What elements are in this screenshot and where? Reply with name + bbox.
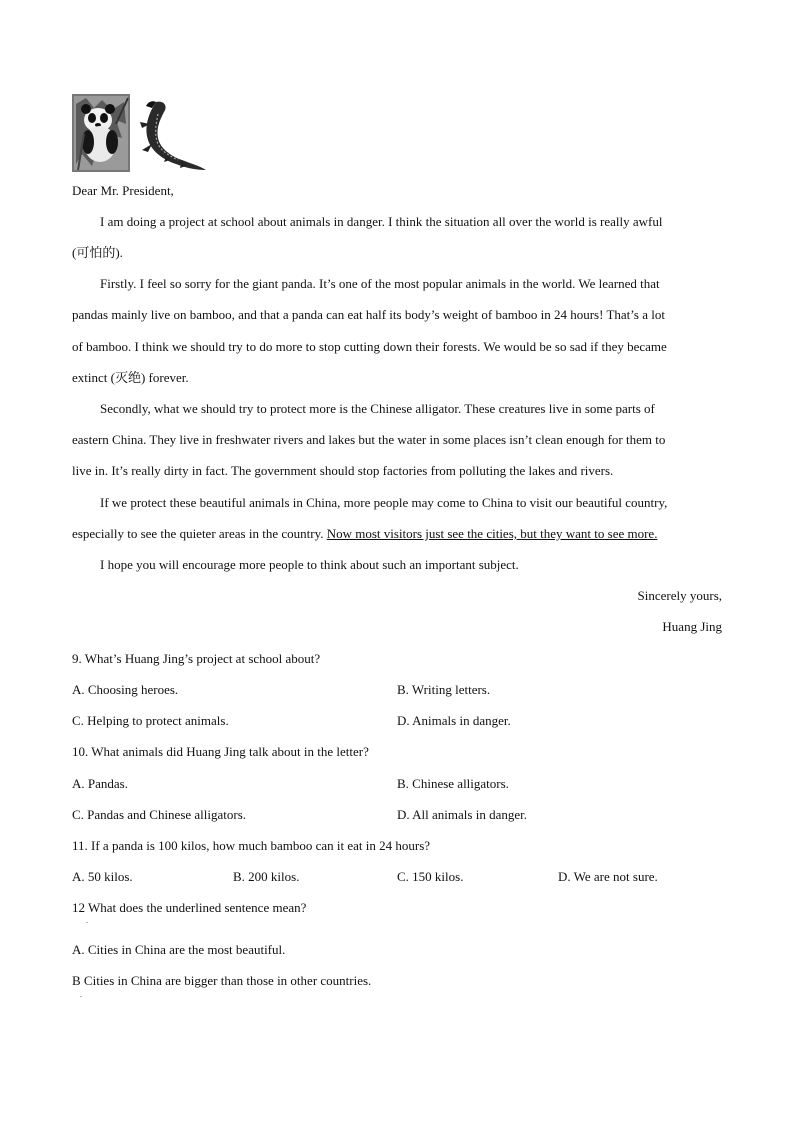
letter-signature: Huang Jing <box>662 619 722 634</box>
paragraph-1-line-2: (可怕的). <box>72 245 123 260</box>
paragraph-3-line-1: Secondly, what we should try to protect more is the Chinese alligator. These creatures live in some parts of <box>100 401 655 416</box>
question-9-stem: 9. What’s Huang Jing’s project at school about? <box>72 651 321 666</box>
question-9-option-d: D. Animals in danger. <box>397 713 511 728</box>
paragraph-1-line-1: I am doing a project at school about animals in danger. I think the situation all over the world is really awful <box>100 214 663 229</box>
question-11-option-d: D. We are not sure. <box>558 869 658 884</box>
question-11-stem: 11. If a panda is 100 kilos, how much bamboo can it eat in 24 hours? <box>72 838 431 853</box>
question-10-option-c: C. Pandas and Chinese alligators. <box>72 807 247 822</box>
question-11-option-c: C. 150 kilos. <box>397 869 464 884</box>
animal-illustrations <box>72 94 212 174</box>
paragraph-2-line-1: Firstly. I feel so sorry for the giant panda. It’s one of the most popular animals in the world. We learned that <box>100 276 660 291</box>
question-12-option-a: A. Cities in China are the most beautiful. <box>72 942 286 957</box>
question-10-option-d: D. All animals in danger. <box>397 807 527 822</box>
question-9-option-c: C. Helping to protect animals. <box>72 713 229 728</box>
letter-greeting: Dear Mr. President, <box>72 183 174 198</box>
paragraph-2-line-3: of bamboo. I think we should try to do more to stop cutting down their forests. We would be so sad if they became <box>72 339 667 354</box>
question-10-option-a: A. Pandas. <box>72 776 128 791</box>
paragraph-4-line-1: If we protect these beautiful animals in China, more people may come to China to visit our beautiful country, <box>100 495 668 510</box>
paragraph-2-line-2: pandas mainly live on bamboo, and that a panda can eat half its body’s weight of bamboo in 24 hours! That’s a lot <box>72 307 665 322</box>
paragraph-5-line-1: I hope you will encourage more people to think about such an important subject. <box>100 557 519 572</box>
question-12-option-b: B Cities in China are bigger than those in other countries. <box>72 973 372 988</box>
stray-dot-mark: . <box>80 990 82 999</box>
paragraph-3-line-2: eastern China. They live in freshwater rivers and lakes but the water in some places isn’t clean enough for them to <box>72 432 666 447</box>
question-11-option-a: A. 50 kilos. <box>72 869 133 884</box>
panda-icon <box>72 94 130 172</box>
underlined-sentence: Now most visitors just see the cities, but they want to see more. <box>326 526 658 541</box>
question-9-option-a: A. Choosing heroes. <box>72 682 179 697</box>
question-11-option-b: B. 200 kilos. <box>233 869 300 884</box>
paragraph-4-text: especially to see the quieter areas in the country. <box>72 526 327 541</box>
alligator-icon <box>140 101 206 170</box>
question-10-option-b: B. Chinese alligators. <box>397 776 509 791</box>
question-9-option-b: B. Writing letters. <box>397 682 491 697</box>
paragraph-4-line-2 <box>72 526 657 542</box>
letter-closing: Sincerely yours, <box>637 588 722 603</box>
question-12-stem: 12 What does the underlined sentence mean? <box>72 900 307 915</box>
stray-dot-mark: . <box>86 916 88 925</box>
question-10-stem: 10. What animals did Huang Jing talk about in the letter? <box>72 744 369 759</box>
paragraph-2-line-4: extinct (灭绝) forever. <box>72 370 189 385</box>
paragraph-3-line-3: live in. It’s really dirty in fact. The government should stop factories from polluting the lakes and rivers. <box>72 463 614 478</box>
